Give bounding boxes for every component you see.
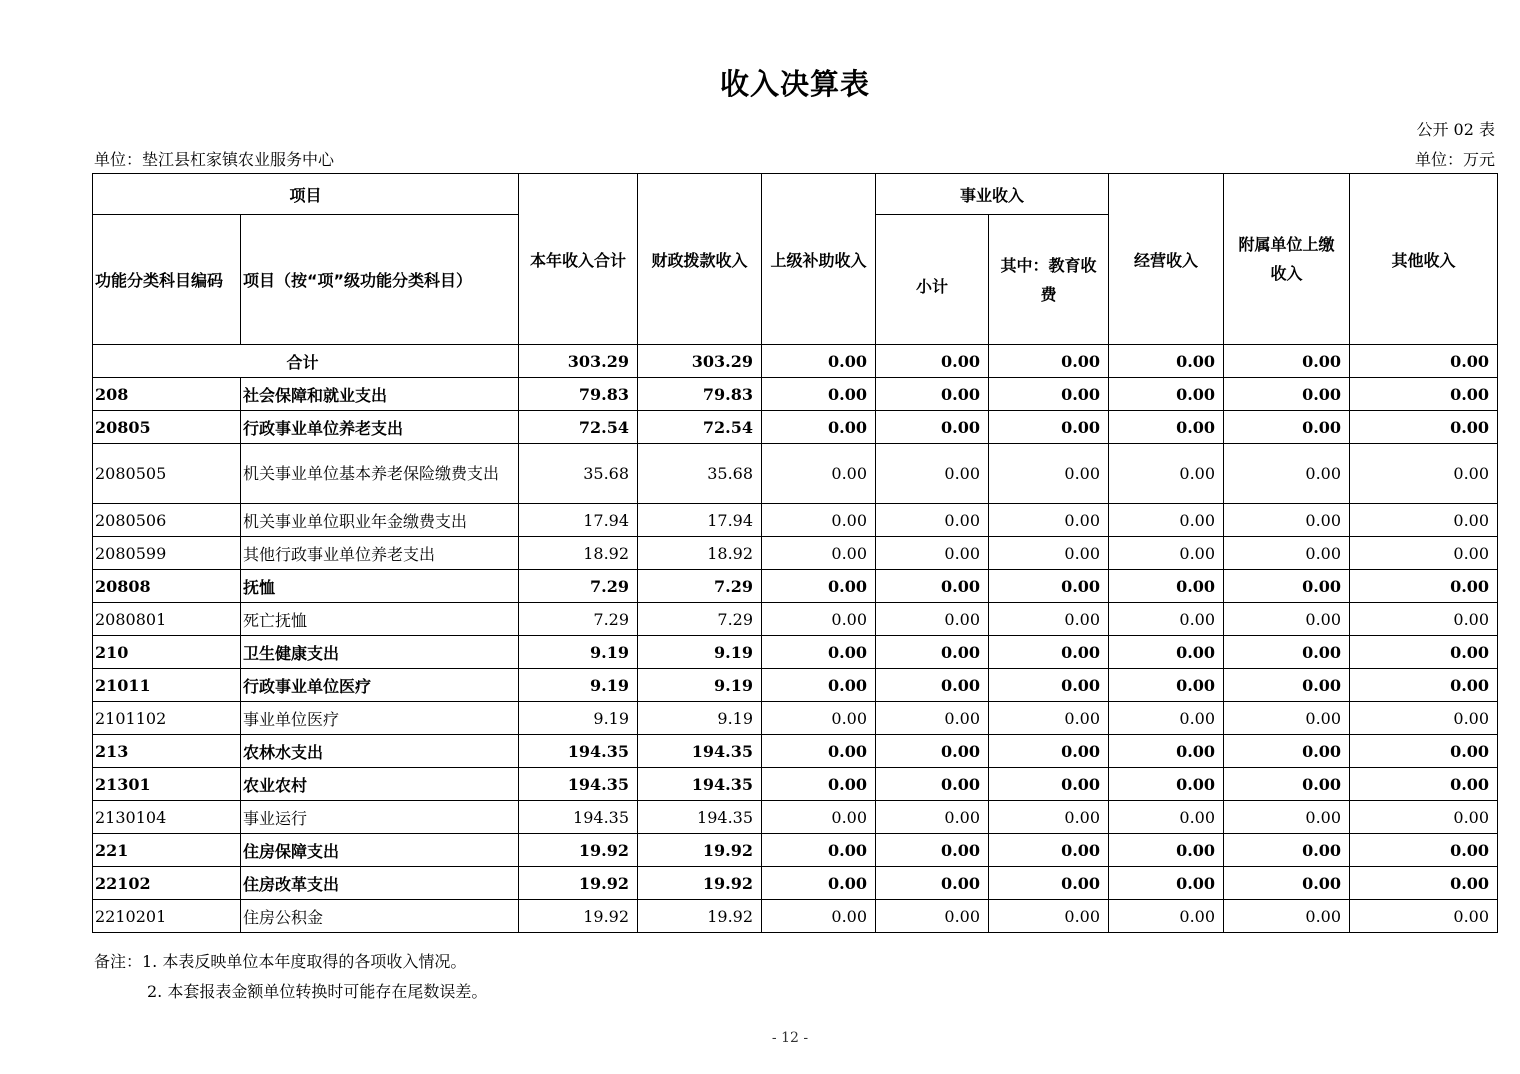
cell-code: 210 bbox=[93, 636, 241, 669]
cell-fiscal: 194.35 bbox=[638, 735, 762, 768]
cell-operating: 0.00 bbox=[1109, 537, 1224, 570]
table-row bbox=[93, 537, 1498, 570]
cell-subtotal: 0.00 bbox=[876, 603, 989, 636]
cell-edu: 0.00 bbox=[989, 768, 1109, 801]
cell-superior: 0.00 bbox=[762, 444, 876, 504]
header-code: 功能分类科目编码 bbox=[93, 215, 241, 345]
cell-subtotal: 0.00 bbox=[876, 801, 989, 834]
cell-name: 事业运行 bbox=[241, 801, 519, 834]
cell-other: 0.00 bbox=[1350, 636, 1498, 669]
cell-code: 21301 bbox=[93, 768, 241, 801]
cell-other: 0.00 bbox=[1350, 867, 1498, 900]
cell-fiscal: 19.92 bbox=[638, 900, 762, 933]
cell-code: 20808 bbox=[93, 570, 241, 603]
cell-superior: 0.00 bbox=[762, 411, 876, 444]
table-row bbox=[93, 735, 1498, 768]
cell-name: 住房公积金 bbox=[241, 900, 519, 933]
cell-total: 19.92 bbox=[519, 900, 638, 933]
header-fiscal-income: 财政拨款收入 bbox=[638, 174, 762, 345]
cell-subtotal: 0.00 bbox=[876, 735, 989, 768]
cell-total: 7.29 bbox=[519, 570, 638, 603]
cell-fiscal: 18.92 bbox=[638, 537, 762, 570]
cell-superior: 0.00 bbox=[762, 702, 876, 735]
cell-subtotal: 0.00 bbox=[876, 867, 989, 900]
header-operating-income: 经营收入 bbox=[1109, 174, 1224, 345]
cell-total: 35.68 bbox=[519, 444, 638, 504]
cell-fiscal: 19.92 bbox=[638, 834, 762, 867]
cell-total: 18.92 bbox=[519, 537, 638, 570]
cell-fiscal: 303.29 bbox=[638, 345, 762, 378]
cell-fiscal: 9.19 bbox=[638, 702, 762, 735]
cell-operating: 0.00 bbox=[1109, 636, 1224, 669]
cell-name: 机关事业单位职业年金缴费支出 bbox=[241, 504, 519, 537]
cell-operating: 0.00 bbox=[1109, 603, 1224, 636]
table-row bbox=[93, 411, 1498, 444]
cell-affiliated: 0.00 bbox=[1224, 834, 1350, 867]
table-row bbox=[93, 636, 1498, 669]
total-label: 合计 bbox=[93, 345, 519, 378]
table-row bbox=[93, 867, 1498, 900]
cell-operating: 0.00 bbox=[1109, 735, 1224, 768]
cell-edu: 0.00 bbox=[989, 411, 1109, 444]
cell-name: 农林水支出 bbox=[241, 735, 519, 768]
cell-fiscal: 79.83 bbox=[638, 378, 762, 411]
cell-total: 19.92 bbox=[519, 834, 638, 867]
header-total-income: 本年收入合计 bbox=[519, 174, 638, 345]
cell-total: 9.19 bbox=[519, 636, 638, 669]
cell-other: 0.00 bbox=[1350, 834, 1498, 867]
cell-affiliated: 0.00 bbox=[1224, 636, 1350, 669]
cell-edu: 0.00 bbox=[989, 504, 1109, 537]
cell-fiscal: 35.68 bbox=[638, 444, 762, 504]
note-2: 2. 本套报表金额单位转换时可能存在尾数误差。 bbox=[147, 982, 488, 1001]
cell-superior: 0.00 bbox=[762, 834, 876, 867]
cell-other: 0.00 bbox=[1350, 801, 1498, 834]
cell-name: 抚恤 bbox=[241, 570, 519, 603]
cell-affiliated: 0.00 bbox=[1224, 900, 1350, 933]
table-row bbox=[93, 504, 1498, 537]
cell-edu: 0.00 bbox=[989, 735, 1109, 768]
header-project: 项目 bbox=[93, 174, 519, 215]
cell-code: 213 bbox=[93, 735, 241, 768]
page-number: - 12 - bbox=[771, 1030, 809, 1046]
cell-subtotal: 0.00 bbox=[876, 636, 989, 669]
cell-code: 208 bbox=[93, 378, 241, 411]
cell-other: 0.00 bbox=[1350, 768, 1498, 801]
cell-superior: 0.00 bbox=[762, 636, 876, 669]
cell-subtotal: 0.00 bbox=[876, 345, 989, 378]
cell-subtotal: 0.00 bbox=[876, 834, 989, 867]
currency-unit: 单位：万元 bbox=[1414, 150, 1495, 169]
cell-fiscal: 194.35 bbox=[638, 768, 762, 801]
cell-other: 0.00 bbox=[1350, 345, 1498, 378]
cell-subtotal: 0.00 bbox=[876, 702, 989, 735]
cell-superior: 0.00 bbox=[762, 504, 876, 537]
income-table bbox=[92, 173, 1498, 933]
cell-operating: 0.00 bbox=[1109, 669, 1224, 702]
cell-operating: 0.00 bbox=[1109, 900, 1224, 933]
cell-edu: 0.00 bbox=[989, 345, 1109, 378]
cell-affiliated: 0.00 bbox=[1224, 444, 1350, 504]
cell-subtotal: 0.00 bbox=[876, 669, 989, 702]
cell-affiliated: 0.00 bbox=[1224, 669, 1350, 702]
cell-fiscal: 17.94 bbox=[638, 504, 762, 537]
cell-superior: 0.00 bbox=[762, 570, 876, 603]
cell-affiliated: 0.00 bbox=[1224, 735, 1350, 768]
cell-edu: 0.00 bbox=[989, 636, 1109, 669]
cell-other: 0.00 bbox=[1350, 444, 1498, 504]
cell-name: 行政事业单位医疗 bbox=[241, 669, 519, 702]
cell-superior: 0.00 bbox=[762, 537, 876, 570]
cell-fiscal: 72.54 bbox=[638, 411, 762, 444]
cell-affiliated: 0.00 bbox=[1224, 603, 1350, 636]
cell-superior: 0.00 bbox=[762, 735, 876, 768]
cell-name: 死亡抚恤 bbox=[241, 603, 519, 636]
table-row bbox=[93, 801, 1498, 834]
cell-subtotal: 0.00 bbox=[876, 570, 989, 603]
cell-edu: 0.00 bbox=[989, 378, 1109, 411]
cell-affiliated: 0.00 bbox=[1224, 504, 1350, 537]
cell-other: 0.00 bbox=[1350, 411, 1498, 444]
page-title: 收入决算表 bbox=[719, 67, 870, 101]
table-row bbox=[93, 378, 1498, 411]
table-row bbox=[93, 900, 1498, 933]
cell-affiliated: 0.00 bbox=[1224, 537, 1350, 570]
cell-affiliated: 0.00 bbox=[1224, 867, 1350, 900]
cell-name: 住房改革支出 bbox=[241, 867, 519, 900]
cell-total: 19.92 bbox=[519, 867, 638, 900]
cell-other: 0.00 bbox=[1350, 504, 1498, 537]
cell-name: 农业农村 bbox=[241, 768, 519, 801]
cell-subtotal: 0.00 bbox=[876, 504, 989, 537]
cell-subtotal: 0.00 bbox=[876, 768, 989, 801]
cell-total: 9.19 bbox=[519, 702, 638, 735]
table-row bbox=[93, 702, 1498, 735]
cell-code: 2101102 bbox=[93, 702, 241, 735]
table-row bbox=[93, 834, 1498, 867]
cell-superior: 0.00 bbox=[762, 801, 876, 834]
cell-total: 194.35 bbox=[519, 768, 638, 801]
cell-name: 行政事业单位养老支出 bbox=[241, 411, 519, 444]
cell-edu: 0.00 bbox=[989, 669, 1109, 702]
cell-affiliated: 0.00 bbox=[1224, 801, 1350, 834]
header-superior-subsidy: 上级补助收入 bbox=[762, 174, 876, 345]
cell-other: 0.00 bbox=[1350, 669, 1498, 702]
cell-operating: 0.00 bbox=[1109, 768, 1224, 801]
cell-affiliated: 0.00 bbox=[1224, 345, 1350, 378]
cell-other: 0.00 bbox=[1350, 900, 1498, 933]
cell-other: 0.00 bbox=[1350, 570, 1498, 603]
cell-operating: 0.00 bbox=[1109, 570, 1224, 603]
cell-other: 0.00 bbox=[1350, 537, 1498, 570]
table-row bbox=[93, 603, 1498, 636]
note-1: 备注：1. 本表反映单位本年度取得的各项收入情况。 bbox=[94, 952, 467, 971]
table-number: 公开 02 表 bbox=[1416, 120, 1495, 139]
header-affiliated-income: 附属单位上缴收入 bbox=[1224, 174, 1350, 345]
cell-total: 194.35 bbox=[519, 801, 638, 834]
header-subtotal: 小计 bbox=[876, 215, 989, 345]
cell-code: 22102 bbox=[93, 867, 241, 900]
table-row bbox=[93, 669, 1498, 702]
cell-name: 其他行政事业单位养老支出 bbox=[241, 537, 519, 570]
table-row bbox=[93, 444, 1498, 504]
cell-other: 0.00 bbox=[1350, 702, 1498, 735]
cell-superior: 0.00 bbox=[762, 900, 876, 933]
cell-fiscal: 7.29 bbox=[638, 603, 762, 636]
cell-total: 79.83 bbox=[519, 378, 638, 411]
cell-edu: 0.00 bbox=[989, 570, 1109, 603]
header-business-income: 事业收入 bbox=[876, 174, 1109, 215]
cell-code: 21011 bbox=[93, 669, 241, 702]
cell-affiliated: 0.00 bbox=[1224, 702, 1350, 735]
cell-operating: 0.00 bbox=[1109, 378, 1224, 411]
cell-total: 194.35 bbox=[519, 735, 638, 768]
cell-code: 2080505 bbox=[93, 444, 241, 504]
cell-name: 社会保障和就业支出 bbox=[241, 378, 519, 411]
cell-superior: 0.00 bbox=[762, 669, 876, 702]
cell-subtotal: 0.00 bbox=[876, 900, 989, 933]
cell-superior: 0.00 bbox=[762, 603, 876, 636]
cell-total: 17.94 bbox=[519, 504, 638, 537]
header-name: 项目（按“项”级功能分类科目） bbox=[241, 215, 519, 345]
table-row bbox=[93, 768, 1498, 801]
cell-affiliated: 0.00 bbox=[1224, 378, 1350, 411]
cell-edu: 0.00 bbox=[989, 867, 1109, 900]
total-row bbox=[93, 345, 1498, 378]
cell-operating: 0.00 bbox=[1109, 702, 1224, 735]
header-other-income: 其他收入 bbox=[1350, 174, 1498, 345]
cell-code: 2080599 bbox=[93, 537, 241, 570]
table-row bbox=[93, 570, 1498, 603]
cell-affiliated: 0.00 bbox=[1224, 570, 1350, 603]
cell-superior: 0.00 bbox=[762, 378, 876, 411]
cell-operating: 0.00 bbox=[1109, 834, 1224, 867]
cell-subtotal: 0.00 bbox=[876, 378, 989, 411]
header-edu-fee: 其中：教育收费 bbox=[989, 215, 1109, 345]
cell-edu: 0.00 bbox=[989, 834, 1109, 867]
cell-operating: 0.00 bbox=[1109, 444, 1224, 504]
cell-name: 机关事业单位基本养老保险缴费支出 bbox=[241, 444, 519, 504]
cell-operating: 0.00 bbox=[1109, 411, 1224, 444]
cell-superior: 0.00 bbox=[762, 867, 876, 900]
cell-code: 2080506 bbox=[93, 504, 241, 537]
cell-subtotal: 0.00 bbox=[876, 537, 989, 570]
cell-total: 303.29 bbox=[519, 345, 638, 378]
cell-fiscal: 19.92 bbox=[638, 867, 762, 900]
cell-total: 72.54 bbox=[519, 411, 638, 444]
cell-operating: 0.00 bbox=[1109, 801, 1224, 834]
cell-name: 住房保障支出 bbox=[241, 834, 519, 867]
cell-other: 0.00 bbox=[1350, 378, 1498, 411]
cell-total: 9.19 bbox=[519, 669, 638, 702]
cell-superior: 0.00 bbox=[762, 768, 876, 801]
cell-operating: 0.00 bbox=[1109, 345, 1224, 378]
cell-affiliated: 0.00 bbox=[1224, 411, 1350, 444]
cell-edu: 0.00 bbox=[989, 702, 1109, 735]
cell-operating: 0.00 bbox=[1109, 504, 1224, 537]
cell-edu: 0.00 bbox=[989, 801, 1109, 834]
cell-code: 2080801 bbox=[93, 603, 241, 636]
cell-edu: 0.00 bbox=[989, 603, 1109, 636]
cell-name: 卫生健康支出 bbox=[241, 636, 519, 669]
cell-superior: 0.00 bbox=[762, 345, 876, 378]
cell-subtotal: 0.00 bbox=[876, 411, 989, 444]
cell-fiscal: 7.29 bbox=[638, 570, 762, 603]
cell-fiscal: 9.19 bbox=[638, 669, 762, 702]
cell-edu: 0.00 bbox=[989, 444, 1109, 504]
cell-affiliated: 0.00 bbox=[1224, 768, 1350, 801]
cell-edu: 0.00 bbox=[989, 900, 1109, 933]
cell-code: 20805 bbox=[93, 411, 241, 444]
cell-operating: 0.00 bbox=[1109, 867, 1224, 900]
cell-edu: 0.00 bbox=[989, 537, 1109, 570]
cell-other: 0.00 bbox=[1350, 735, 1498, 768]
cell-subtotal: 0.00 bbox=[876, 444, 989, 504]
cell-code: 2210201 bbox=[93, 900, 241, 933]
cell-name: 事业单位医疗 bbox=[241, 702, 519, 735]
reporting-unit: 单位：垫江县杠家镇农业服务中心 bbox=[94, 150, 335, 169]
cell-code: 221 bbox=[93, 834, 241, 867]
cell-fiscal: 9.19 bbox=[638, 636, 762, 669]
cell-other: 0.00 bbox=[1350, 603, 1498, 636]
cell-total: 7.29 bbox=[519, 603, 638, 636]
cell-fiscal: 194.35 bbox=[638, 801, 762, 834]
cell-code: 2130104 bbox=[93, 801, 241, 834]
